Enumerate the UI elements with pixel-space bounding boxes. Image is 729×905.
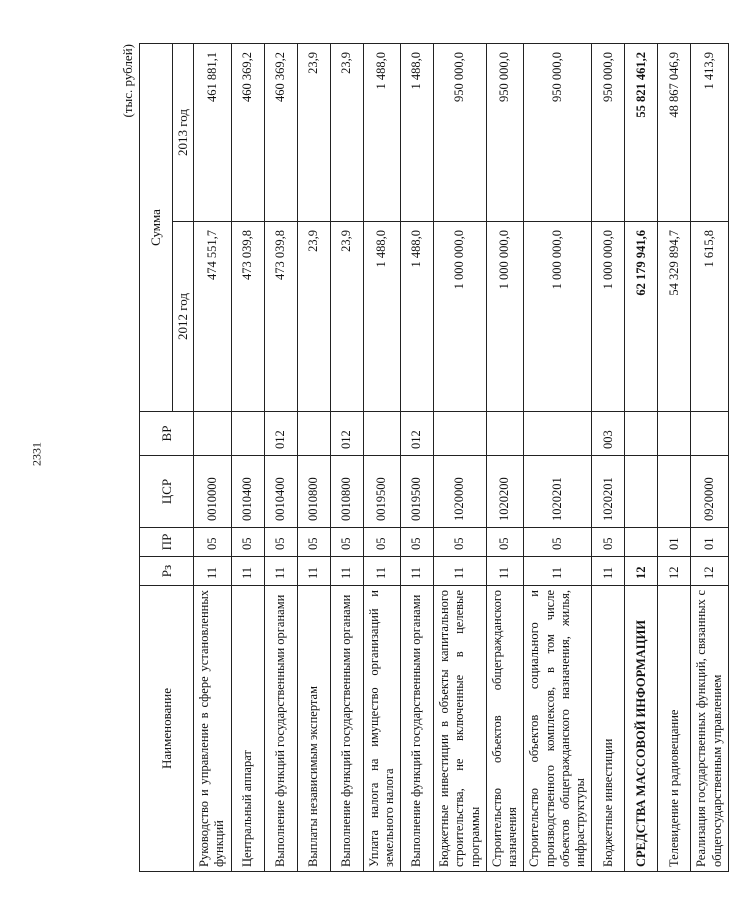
cell-2012: 23,9 [330, 222, 363, 412]
table-row [524, 44, 592, 872]
cell-2012: 473 039,8 [264, 222, 297, 412]
cell-name: Бюджетные инвестиции в объекты капитального строительства, не включенные в целевые программы [434, 586, 487, 872]
table-row [691, 44, 729, 872]
cell-2012: 23,9 [297, 222, 330, 412]
units-label: (тыс. рублей) [120, 44, 135, 118]
cell-vr: 012 [264, 412, 297, 456]
header-year-2012: 2012 год [173, 222, 194, 412]
cell-2013: 1 488,0 [363, 44, 401, 222]
cell-pr: 05 [264, 528, 297, 557]
cell-2012: 474 551,7 [194, 222, 232, 412]
cell-rz: 11 [434, 557, 487, 586]
cell-csr: 1020201 [524, 456, 592, 528]
header-vr: ВР [140, 412, 194, 456]
cell-rz: 11 [194, 557, 232, 586]
cell-2012: 62 179 941,6 [625, 222, 658, 412]
cell-name: Реализация государственных функций, связанных с общегосударственным управлением [691, 586, 729, 872]
cell-2012: 1 000 000,0 [524, 222, 592, 412]
cell-csr: 1020201 [592, 456, 625, 528]
cell-pr: 05 [330, 528, 363, 557]
cell-vr [434, 412, 487, 456]
header-pr: ПР [140, 528, 194, 557]
cell-2013: 55 821 461,2 [625, 44, 658, 222]
cell-pr: 05 [363, 528, 401, 557]
cell-2012: 1 000 000,0 [592, 222, 625, 412]
cell-vr [658, 412, 691, 456]
table-row [401, 44, 434, 872]
cell-pr: 05 [524, 528, 592, 557]
cell-2013: 23,9 [297, 44, 330, 222]
cell-rz: 12 [658, 557, 691, 586]
cell-name: Выполнение функций государственными органами [264, 586, 297, 872]
cell-csr: 0010400 [231, 456, 264, 528]
table-row [363, 44, 401, 872]
cell-pr: 05 [592, 528, 625, 557]
cell-2013: 1 413,9 [691, 44, 729, 222]
header-year-2013: 2013 год [173, 44, 194, 222]
table-body [194, 44, 729, 872]
header-rz: Рз [140, 557, 194, 586]
cell-pr: 05 [297, 528, 330, 557]
header-name: Наименование [140, 586, 194, 872]
cell-2013: 1 488,0 [401, 44, 434, 222]
cell-csr: 1020000 [434, 456, 487, 528]
cell-rz: 11 [264, 557, 297, 586]
cell-pr: 01 [658, 528, 691, 557]
cell-csr [658, 456, 691, 528]
cell-rz: 11 [401, 557, 434, 586]
cell-vr [691, 412, 729, 456]
header-sum: Сумма [140, 44, 173, 412]
cell-vr [486, 412, 524, 456]
cell-name: Руководство и управление в сфере установленных функций [194, 586, 232, 872]
cell-2013: 460 369,2 [264, 44, 297, 222]
cell-name: Строительство объектов социального и производственного комплексов, в том числе объектов общегражданского назначения, жилья, инфраструктуры [524, 586, 592, 872]
cell-pr: 05 [401, 528, 434, 557]
cell-rz: 11 [231, 557, 264, 586]
table-row [592, 44, 625, 872]
cell-2013: 950 000,0 [524, 44, 592, 222]
cell-csr [625, 456, 658, 528]
cell-rz: 11 [524, 557, 592, 586]
cell-pr [625, 528, 658, 557]
cell-rz: 11 [297, 557, 330, 586]
cell-2013: 461 881,1 [194, 44, 232, 222]
cell-vr [524, 412, 592, 456]
cell-2012: 1 000 000,0 [434, 222, 487, 412]
cell-name: Строительство объектов общегражданского назначения [486, 586, 524, 872]
table-header [140, 44, 194, 872]
budget-table [139, 43, 729, 872]
cell-vr: 012 [401, 412, 434, 456]
cell-csr: 0010000 [194, 456, 232, 528]
header-csr: ЦСР [140, 456, 194, 528]
table-row [194, 44, 232, 872]
table-row [486, 44, 524, 872]
cell-pr: 05 [434, 528, 487, 557]
table-row [658, 44, 691, 872]
table-row [264, 44, 297, 872]
cell-vr: 012 [330, 412, 363, 456]
cell-csr: 0019500 [401, 456, 434, 528]
cell-rz: 11 [330, 557, 363, 586]
cell-name: Выплаты независимым экспертам [297, 586, 330, 872]
cell-csr: 1020200 [486, 456, 524, 528]
table-row [625, 44, 658, 872]
cell-rz: 12 [691, 557, 729, 586]
cell-2013: 23,9 [330, 44, 363, 222]
cell-2012: 473 039,8 [231, 222, 264, 412]
cell-name: Уплата налога на имущество организаций и земельного налога [363, 586, 401, 872]
cell-pr: 01 [691, 528, 729, 557]
cell-rz: 11 [363, 557, 401, 586]
cell-rz: 11 [486, 557, 524, 586]
cell-2013: 950 000,0 [592, 44, 625, 222]
cell-2012: 1 488,0 [363, 222, 401, 412]
cell-pr: 05 [486, 528, 524, 557]
cell-name: Центральный аппарат [231, 586, 264, 872]
cell-pr: 05 [194, 528, 232, 557]
table-row [434, 44, 487, 872]
cell-name: Бюджетные инвестиции [592, 586, 625, 872]
page-number: 2331 [29, 442, 44, 466]
cell-vr [297, 412, 330, 456]
cell-vr [231, 412, 264, 456]
cell-csr: 0010400 [264, 456, 297, 528]
cell-vr [194, 412, 232, 456]
cell-2012: 1 000 000,0 [486, 222, 524, 412]
cell-vr [363, 412, 401, 456]
cell-2013: 48 867 046,9 [658, 44, 691, 222]
cell-name: СРЕДСТВА МАССОВОЙ ИНФОРМАЦИИ [625, 586, 658, 872]
cell-2013: 950 000,0 [434, 44, 487, 222]
cell-name: Выполнение функций государственными органами [401, 586, 434, 872]
cell-csr: 0010800 [297, 456, 330, 528]
cell-csr: 0019500 [363, 456, 401, 528]
cell-2012: 1 615,8 [691, 222, 729, 412]
cell-vr: 003 [592, 412, 625, 456]
cell-rz: 12 [625, 557, 658, 586]
cell-name: Телевидение и радиовещание [658, 586, 691, 872]
cell-name: Выполнение функций государственными органами [330, 586, 363, 872]
table-row [231, 44, 264, 872]
rotated-document-page [120, 44, 724, 872]
cell-2012: 54 329 894,7 [658, 222, 691, 412]
cell-vr [625, 412, 658, 456]
cell-csr: 0920000 [691, 456, 729, 528]
cell-2012: 1 488,0 [401, 222, 434, 412]
table-row [330, 44, 363, 872]
cell-2013: 460 369,2 [231, 44, 264, 222]
table-row [297, 44, 330, 872]
cell-csr: 0010800 [330, 456, 363, 528]
cell-pr: 05 [231, 528, 264, 557]
cell-2013: 950 000,0 [486, 44, 524, 222]
cell-rz: 11 [592, 557, 625, 586]
